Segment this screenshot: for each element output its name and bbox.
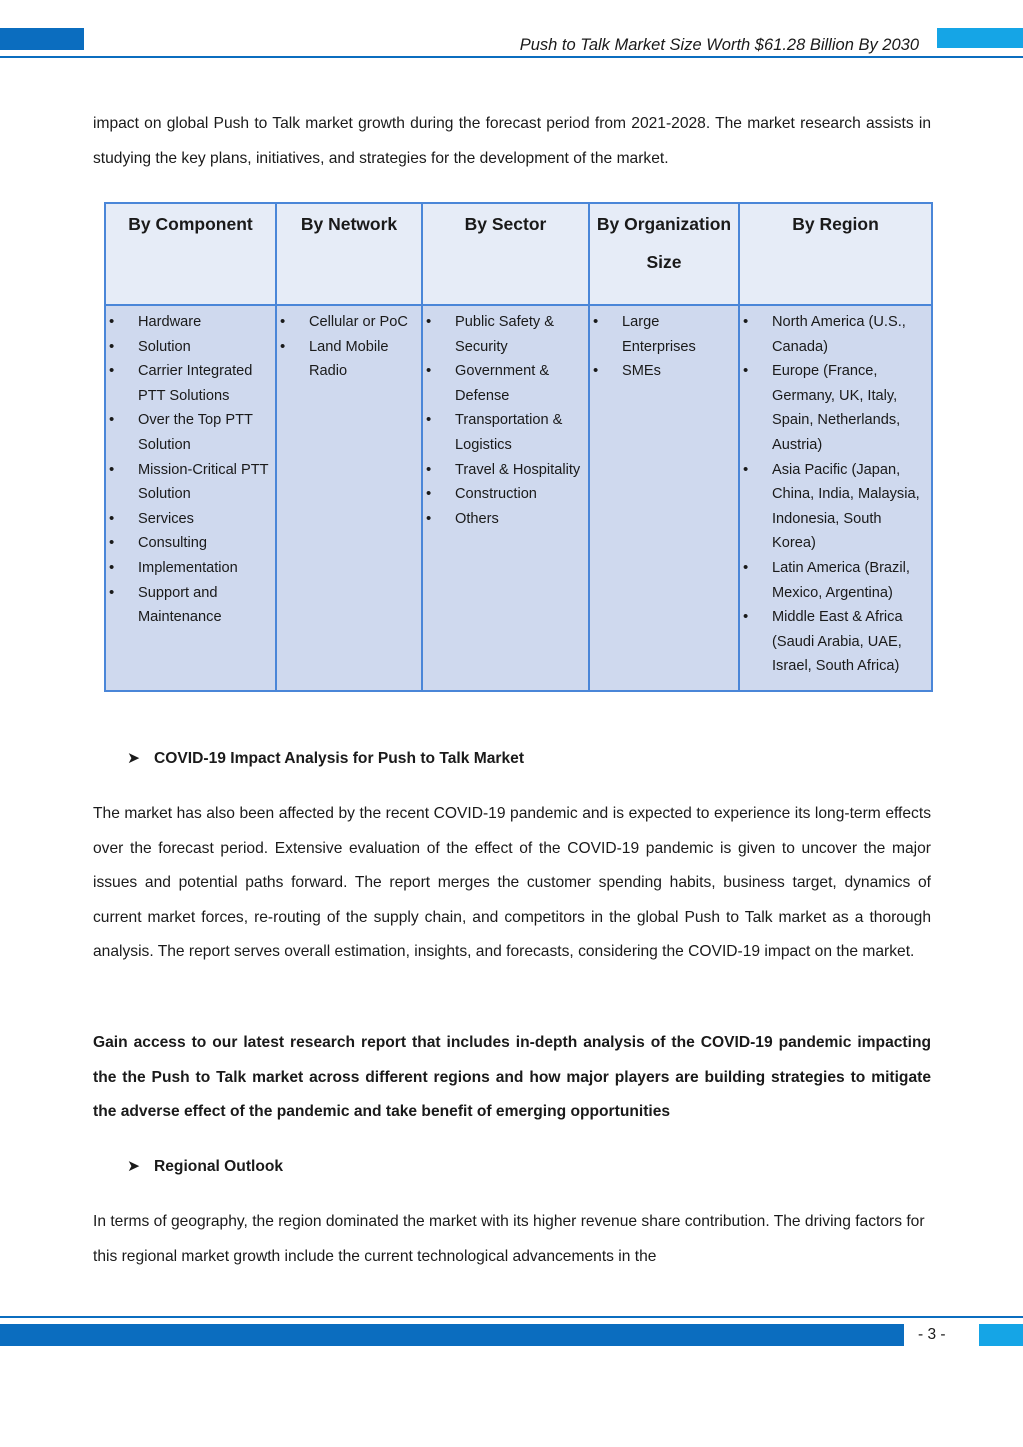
regional-paragraph: In terms of geography, the region dominated the market with its higher revenue share contribution. The driving factors for this regional market growth include the current technological advancements in the [93, 1213, 925, 1265]
header-title: Push to Talk Market Size Worth $61.28 Billion By 2030 [519, 36, 919, 54]
list-item: • Transportation & Logistics [423, 408, 588, 457]
covid-paragraph: The market has also been affected by the recent COVID-19 pandemic and is expected to experience its long-term effects over the forecast period. Extensive evaluation of the effect of the COVID-19 pandemic is given to uncover the major issues and potential paths forward. The report merges the customer spending habits, business target, dynamics of current market forces, re-routing of the supply chain, and competitors in the global Push to Talk market as a thorough analysis. The report serves overall estimation, insights, and forecasts, considering the COVID-19 impact on the market. [93, 805, 931, 961]
table-header-cell: By Sector [422, 203, 589, 305]
covid-block [93, 797, 931, 970]
table-header-cell: By Network [276, 203, 422, 305]
list-item: • Public Safety & Security [423, 310, 588, 359]
list-item: • Carrier Integrated PTT Solutions [106, 359, 275, 408]
table-cell-network [276, 305, 422, 691]
table-cell-sector [422, 305, 589, 691]
list-item: • Construction [423, 482, 588, 507]
bullet-list [277, 310, 421, 384]
table-cell-component [105, 305, 276, 691]
list-item: • Middle East & Africa (Saudi Arabia, UAE, Israel, South Africa) [740, 605, 931, 679]
bullet-list [590, 310, 738, 384]
list-item: • Europe (France, Germany, UK, Italy, Spain, Netherlands, Austria) [740, 359, 931, 457]
list-item: • Others [423, 507, 588, 532]
list-item: • Solution [106, 335, 275, 360]
arrow-bullet-icon: ➤ [127, 1158, 141, 1175]
list-item: • SMEs [590, 359, 738, 384]
list-item: • Over the Top PTT Solution [106, 408, 275, 457]
covid-heading-text: COVID-19 Impact Analysis for Push to Talk Market [154, 750, 525, 767]
table-cell-region [739, 305, 932, 691]
list-item: • Cellular or PoC [277, 310, 421, 335]
table-row [105, 305, 932, 691]
intro-paragraph: impact on global Push to Talk market growth during the forecast period from 2021-2028. The market research assists in studying the key plans, initiatives, and strategies for the development of the market. [93, 115, 931, 167]
list-item: • Consulting [106, 531, 275, 556]
list-item: • Government & Defense [423, 359, 588, 408]
header-bar-right [937, 28, 1023, 48]
cta-block [93, 1026, 931, 1130]
bullet-list [423, 310, 588, 531]
table-cell-organization-size [589, 305, 739, 691]
header-bar-left [0, 28, 84, 50]
table-header-cell: By Organization Size [589, 203, 739, 305]
page-number: - 3 - [918, 1326, 946, 1343]
list-item: • Large Enterprises [590, 310, 738, 359]
list-item: • Support and Maintenance [106, 581, 275, 630]
covid-heading [127, 749, 524, 768]
table-header-cell: By Component [105, 203, 276, 305]
footer-bar-right [979, 1324, 1023, 1346]
bullet-list [740, 310, 931, 679]
table-header-cell: By Region [739, 203, 932, 305]
segmentation-table [104, 202, 933, 692]
bullet-list [106, 310, 275, 630]
list-item: • Services [106, 507, 275, 532]
header-rule [0, 56, 1023, 58]
regional-heading-text: Regional Outlook [154, 1158, 284, 1175]
list-item: • Land Mobile Radio [277, 335, 421, 384]
footer-bar-left [0, 1324, 904, 1346]
regional-block [93, 1205, 931, 1274]
list-item: • Hardware [106, 310, 275, 335]
list-item: • Implementation [106, 556, 275, 581]
list-item: • Latin America (Brazil, Mexico, Argentina) [740, 556, 931, 605]
table-header-row [105, 203, 932, 305]
list-item: • Asia Pacific (Japan, China, India, Malaysia, Indonesia, South Korea) [740, 458, 931, 556]
cta-paragraph: Gain access to our latest research report that includes in-depth analysis of the COVID-19 pandemic impacting the the Push to Talk market across different regions and how major players are building strategies to mitigate the adverse effect of the pandemic and take benefit of emerging opportunities [93, 1034, 931, 1121]
list-item: • North America (U.S., Canada) [740, 310, 931, 359]
footer-rule [0, 1316, 1023, 1318]
intro-block [93, 107, 931, 176]
arrow-bullet-icon: ➤ [127, 750, 141, 767]
list-item: • Travel & Hospitality [423, 458, 588, 483]
regional-heading [127, 1157, 283, 1176]
list-item: • Mission-Critical PTT Solution [106, 458, 275, 507]
